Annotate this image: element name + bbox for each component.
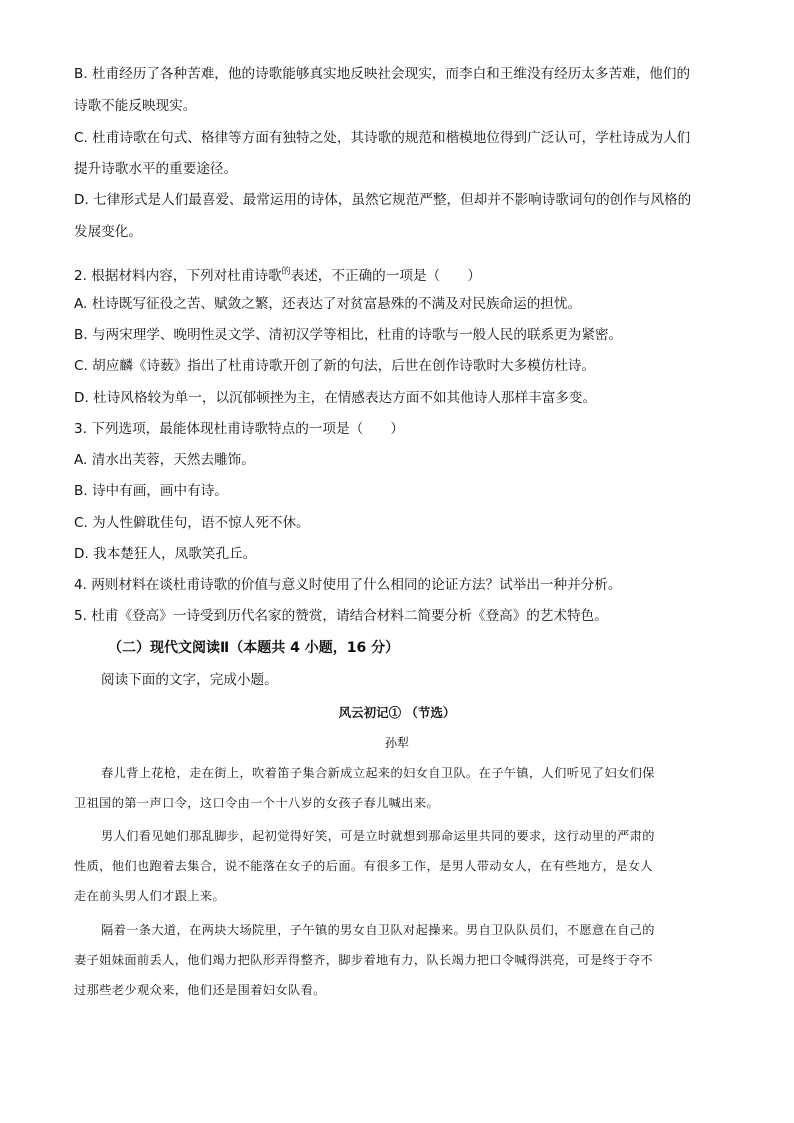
story-p2-line3: 走在前头男人们才跟上来。: [74, 889, 226, 903]
q3-option-b: B. 诗中有画，画中有诗。: [74, 483, 228, 499]
q1-option-d-line1: D. 七律形式是人们最喜爱、最常运用的诗体，虽然它规范严整，但却并不影响诗歌词句的创作与风格的: [74, 192, 692, 208]
q3-option-d: D. 我本楚狂人，凤歌笑孔丘。: [74, 546, 257, 562]
q1-option-c-line1: C. 杜甫诗歌在句式、格律等方面有独特之处，其诗歌的规范和楷模地位得到广泛认可，学杜诗成为人们: [74, 130, 691, 146]
q2-stem-sup: 的: [281, 267, 291, 277]
section-instruction: 阅读下面的文字，完成小题。: [101, 672, 278, 688]
q3-option-a: A. 清水出芙蓉，天然去雕饰。: [74, 452, 255, 468]
q2-option-c: C. 胡应麟《诗薮》指出了杜甫诗歌开创了新的句法，后世在创作诗歌时大多模仿杜诗。: [74, 358, 596, 374]
story-p3-line3: 过那些老少观众来，他们还是围着妇女队看。: [74, 983, 326, 997]
story-p3-line1: 隔着一条大道，在两块大场院里，子午镇的男女自卫队对起操来。男自卫队队员们，不愿意在自己的: [101, 923, 655, 937]
section-heading: （二）现代文阅读Ⅱ（本题共 4 小题，16 分）: [108, 640, 400, 656]
q4-stem: 4. 两则材料在谈杜甫诗歌的价值与意义时使用了什么相同的论证方法？试举出一种并分析。: [74, 577, 622, 593]
q3-stem: 3. 下列选项，最能体现杜甫诗歌特点的一项是（ ）: [74, 421, 404, 437]
q2-stem-after: 表述，不正确的一项是（ ）: [290, 268, 481, 284]
q1-option-b-line1: B. 杜甫经历了各种苦难，他的诗歌能够真实地反映社会现实，而李白和王维没有经历太多苦难，他们的: [74, 66, 691, 82]
story-p3-line2: 妻子姐妹面前丢人，他们竭力把队形弄得整齐，脚步着地有力，队长竭力把口令喊得洪亮，可是终于夺不: [74, 953, 654, 967]
story-author: 孙犁: [384, 736, 409, 750]
q1-option-b-line2: 诗歌不能反映现实。: [74, 98, 197, 114]
q2-option-d: D. 杜诗风格较为单一，以沉郁顿挫为主，在情感表达方面不如其他诗人那样丰富多变。: [74, 390, 597, 406]
story-p1-line1: 春儿背上花枪，走在街上，吹着笛子集合新成立起来的妇女自卫队。在子午镇，人们听见了妇女们保: [101, 766, 655, 780]
q3-option-c: C. 为人性僻耽佳句，语不惊人死不休。: [74, 515, 310, 531]
q1-option-c-line2: 提升诗歌水平的重要途径。: [74, 161, 238, 177]
q2-option-b: B. 与两宋理学、晚明性灵文学、清初汉学等相比，杜甫的诗歌与一般人民的联系更为紧密。: [74, 327, 623, 343]
story-p2-line2: 性质，他们也跑着去集合，说不能落在女子的后面。有很多工作，是男人带动女人，在有些地方，是女人: [74, 859, 654, 873]
story-p1-line2: 卫祖国的第一声口令，这口令由一个十八岁的女孩子春儿喊出来。: [74, 796, 440, 810]
story-p2-line1: 男人们看见她们那乱脚步，起初觉得好笑，可是立时就想到那命运里共同的要求，这行动里的严肃的: [101, 829, 655, 843]
q2-option-a: A. 杜诗既写征役之苦、赋敛之繁，还表达了对贫富悬殊的不满及对民族命运的担忧。: [74, 296, 582, 312]
q2-stem-before: 2. 根据材料内容，下列对杜甫诗歌: [74, 268, 282, 284]
q2-stem: [74, 262, 481, 286]
q1-option-d-line2: 发展变化。: [74, 224, 142, 240]
story-title: 风云初记① （节选）: [338, 705, 456, 720]
q5-stem: 5. 杜甫《登高》一诗受到历代名家的赞赏，请结合材料二简要分析《登高》的艺术特色。: [74, 608, 608, 624]
